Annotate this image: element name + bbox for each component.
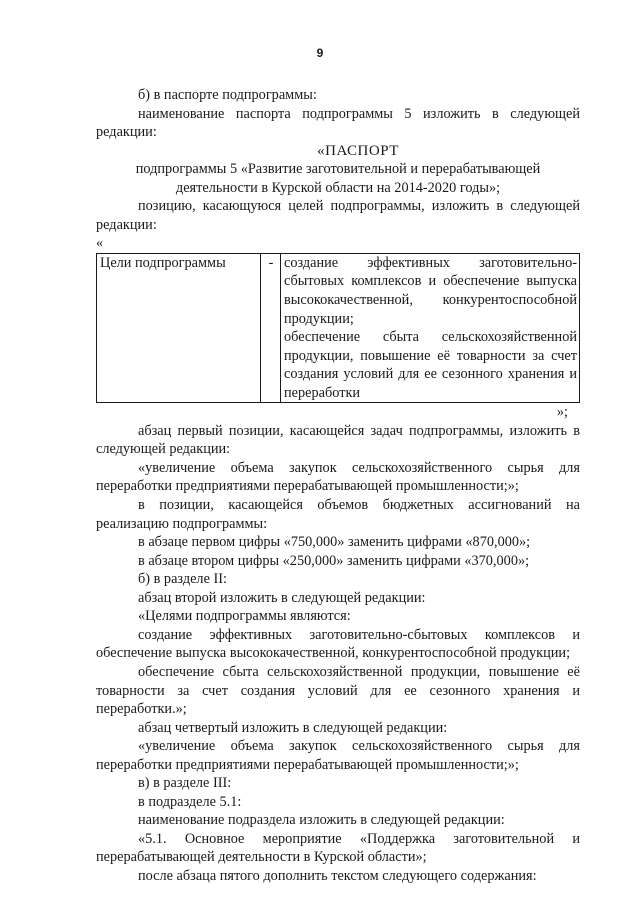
table-cell-goals	[281, 253, 580, 402]
paragraph: абзац первый позиции, касающейся задач подпрограммы, изложить в следующей редакции:	[96, 422, 580, 458]
paragraph: позицию, касающуюся целей подпрограммы, изложить в следующей редакции:	[96, 198, 580, 233]
paragraph: в) в разделе III:	[138, 775, 232, 792]
paragraph: создание эффективных заготовительно-сбытовых комплексов и обеспечение выпуска высококачественной, конкурентоспособной продукции;	[96, 626, 580, 662]
paragraph: «увеличение объема закупок сельскохозяйственного сырья для переработки предприятиями перерабатывающей промышленности;»;	[96, 459, 580, 495]
passport-subtitle: подпрограммы 5 «Развитие заготовительной и перерабатывающей деятельности в Курской области на 2014-2020 годы»;	[135, 161, 541, 196]
table-cell-dash: -	[261, 253, 281, 402]
paragraph: после абзаца пятого дополнить текстом следующего содержания:	[138, 867, 537, 884]
passport-title: «ПАСПОРТ	[317, 142, 399, 159]
paragraph: в абзаце первом цифры «750,000» заменить цифрами «870,000»;	[138, 534, 531, 551]
goal-item: создание эффективных заготовительно-сбытовых комплексов и обеспечение выпуска высококачественной, конкурентоспособной продукции;	[284, 254, 577, 327]
paragraph: «Целями подпрограммы являются:	[138, 608, 351, 625]
paragraph: абзац четвертый изложить в следующей редакции:	[138, 719, 448, 736]
quote-mark: «	[96, 235, 104, 252]
paragraph: «5.1. Основное мероприятие «Поддержка заготовительной и перерабатывающей деятельности в Курской области»;	[96, 830, 580, 866]
paragraph: в подразделе 5.1:	[138, 793, 242, 810]
paragraph: наименование подраздела изложить в следующей редакции:	[138, 812, 505, 829]
page-number: 9	[316, 46, 324, 60]
paragraph: в позиции, касающейся объемов бюджетных ассигнований на реализацию подпрограммы:	[96, 497, 580, 532]
goals-table	[96, 253, 580, 403]
paragraph: наименование паспорта подпрограммы 5 изложить в следующей редакции:	[96, 105, 580, 141]
paragraph: абзац второй изложить в следующей редакции:	[138, 589, 426, 606]
paragraph: б) в паспорте подпрограммы:	[138, 87, 317, 103]
quote-close: »;	[556, 404, 568, 421]
paragraph: б) в разделе II:	[138, 571, 227, 588]
table-cell-label: Цели подпрограммы	[97, 253, 261, 402]
document-body	[96, 86, 580, 886]
paragraph: обеспечение сбыта сельскохозяйственной продукции, повышение её товарности за счет создания условий для ее сезонного хранения и переработки.»;	[96, 663, 580, 718]
table-row	[97, 253, 580, 402]
paragraph: «увеличение объема закупок сельскохозяйственного сырья для переработки предприятиями перерабатывающей промышленности;»;	[96, 738, 580, 773]
paragraph: в абзаце втором цифры «250,000» заменить цифрами «370,000»;	[138, 552, 530, 569]
goal-item: обеспечение сбыта сельскохозяйственной продукции, повышение её товарности за счет создания условий для ее сезонного хранения и переработки	[284, 329, 577, 401]
